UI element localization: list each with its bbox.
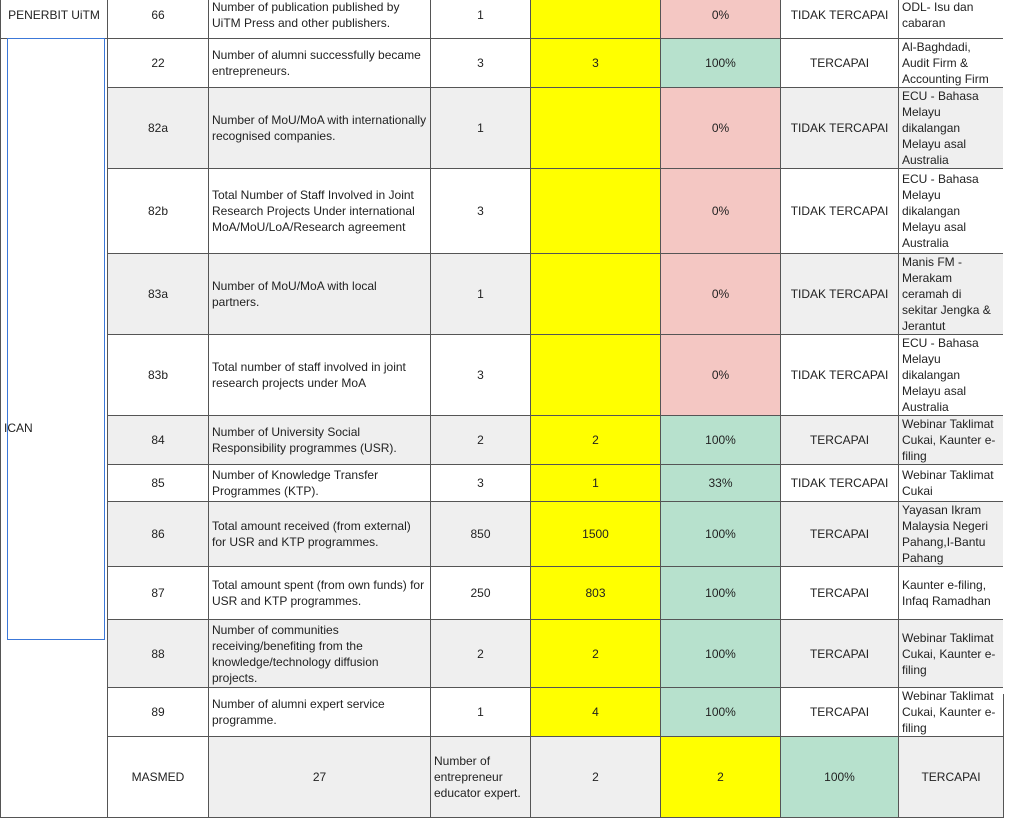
percent-cell[interactable]: 0% — [661, 169, 781, 254]
description-cell[interactable]: Number of alumni successfully became entrepreneurs. — [209, 39, 431, 88]
target-cell[interactable]: 2 — [531, 737, 661, 818]
unit-cell[interactable]: PENERBIT UiTM — [1, 0, 108, 39]
percent-cell[interactable]: 0% — [661, 0, 781, 39]
kpi-cell[interactable]: 87 — [108, 567, 209, 620]
description-cell[interactable]: Number of entrepreneur educator expert. — [431, 737, 531, 818]
status-cell[interactable]: TIDAK TERCAPAI — [781, 254, 899, 335]
table-row — [1, 465, 1004, 502]
target-cell[interactable]: 850 — [431, 502, 531, 567]
kpi-cell[interactable]: 83b — [108, 335, 209, 416]
target-cell[interactable]: 1 — [431, 0, 531, 39]
target-cell[interactable]: 3 — [431, 39, 531, 88]
note-cell[interactable]: Webinar Taklimat Cukai, Kaunter e-filing — [899, 416, 1004, 465]
target-cell[interactable]: 3 — [431, 169, 531, 254]
note-cell[interactable]: Webinar Taklimat Cukai — [899, 465, 1004, 502]
description-cell[interactable]: Number of communities receiving/benefiting from the knowledge/technology diffusion projects. — [209, 620, 431, 688]
table-row — [1, 254, 1004, 335]
note-cell[interactable]: Yayasan Ikram Malaysia Negeri Pahang,I-Bantu Pahang — [899, 502, 1004, 567]
achieved-cell[interactable]: 1500 — [531, 502, 661, 567]
target-cell[interactable]: 3 — [431, 465, 531, 502]
status-cell[interactable]: TERCAPAI — [781, 567, 899, 620]
note-cell[interactable]: Kaunter e-filing, Infaq Ramadhan — [899, 567, 1004, 620]
target-cell[interactable]: 1 — [431, 254, 531, 335]
table-row — [1, 39, 1004, 88]
kpi-cell[interactable]: 22 — [108, 39, 209, 88]
status-cell[interactable]: TIDAK TERCAPAI — [781, 335, 899, 416]
percent-cell[interactable]: 100% — [661, 567, 781, 620]
status-cell[interactable]: TERCAPAI — [781, 39, 899, 88]
achieved-cell[interactable]: 3 — [531, 39, 661, 88]
unit-cell-merged[interactable]: ICAN — [1, 39, 108, 818]
note-cell[interactable]: ECU - Bahasa Melayu dikalangan Melayu asal Australia — [899, 88, 1004, 169]
achieved-cell[interactable] — [531, 254, 661, 335]
table-row — [1, 88, 1004, 169]
kpi-cell[interactable]: 82a — [108, 88, 209, 169]
achieved-cell[interactable]: 803 — [531, 567, 661, 620]
target-cell[interactable]: 3 — [431, 335, 531, 416]
note-cell[interactable]: Al-Baghdadi, Audit Firm & Accounting Firm — [899, 39, 1004, 88]
achieved-cell[interactable] — [531, 335, 661, 416]
achieved-cell[interactable] — [531, 169, 661, 254]
table-row — [1, 502, 1004, 567]
note-cell[interactable]: ECU - Bahasa Melayu dikalangan Melayu asal Australia — [899, 169, 1004, 254]
table-row — [1, 416, 1004, 465]
achieved-cell[interactable]: 2 — [531, 416, 661, 465]
achieved-cell[interactable] — [531, 0, 661, 39]
description-cell[interactable]: Number of alumni expert service programme. — [209, 688, 431, 737]
achieved-cell[interactable]: 2 — [661, 737, 781, 818]
note-cell[interactable]: Manis FM - Merakam ceramah di sekitar Jengka & Jerantut — [899, 254, 1004, 335]
note-cell[interactable]: ECU - Bahasa Melayu dikalangan Melayu asal Australia — [899, 335, 1004, 416]
status-cell[interactable]: TERCAPAI — [899, 737, 1004, 818]
kpi-cell[interactable]: 86 — [108, 502, 209, 567]
description-cell[interactable]: Number of Knowledge Transfer Programmes (KTP). — [209, 465, 431, 502]
target-cell[interactable]: 2 — [431, 416, 531, 465]
target-cell[interactable]: 250 — [431, 567, 531, 620]
percent-cell[interactable]: 0% — [661, 88, 781, 169]
percent-cell[interactable]: 100% — [661, 502, 781, 567]
note-cell[interactable]: ODL- Isu dan cabaran — [899, 0, 1004, 39]
target-cell[interactable]: 1 — [431, 688, 531, 737]
grid-edge — [1003, 0, 1010, 694]
description-cell[interactable]: Number of University Social Responsibility programmes (USR). — [209, 416, 431, 465]
percent-cell[interactable]: 100% — [661, 416, 781, 465]
status-cell[interactable]: TERCAPAI — [781, 416, 899, 465]
table-row — [1, 335, 1004, 416]
unit-cell[interactable]: MASMED — [108, 737, 209, 818]
percent-cell[interactable]: 100% — [781, 737, 899, 818]
kpi-cell[interactable]: 84 — [108, 416, 209, 465]
percent-cell[interactable]: 33% — [661, 465, 781, 502]
table-row — [1, 620, 1004, 688]
status-cell[interactable]: TIDAK TERCAPAI — [781, 169, 899, 254]
kpi-cell[interactable]: 85 — [108, 465, 209, 502]
status-cell[interactable]: TERCAPAI — [781, 688, 899, 737]
status-cell[interactable]: TIDAK TERCAPAI — [781, 0, 899, 39]
achieved-cell[interactable]: 1 — [531, 465, 661, 502]
status-cell[interactable]: TERCAPAI — [781, 502, 899, 567]
status-cell[interactable]: TIDAK TERCAPAI — [781, 88, 899, 169]
description-cell[interactable]: Number of MoU/MoA with local partners. — [209, 254, 431, 335]
table-row — [1, 567, 1004, 620]
description-cell[interactable]: Total amount received (from external) for USR and KTP programmes. — [209, 502, 431, 567]
achieved-cell[interactable] — [531, 88, 661, 169]
description-cell[interactable]: Number of MoU/MoA with internationally recognised companies. — [209, 88, 431, 169]
percent-cell[interactable]: 100% — [661, 620, 781, 688]
description-cell[interactable]: Total Number of Staff Involved in Joint Research Projects Under international MoA/MoU/LoA/Research agreement — [209, 169, 431, 254]
table-row — [1, 0, 1004, 39]
target-cell[interactable]: 2 — [431, 620, 531, 688]
kpi-cell[interactable]: 89 — [108, 688, 209, 737]
note-cell[interactable]: Webinar Taklimat Cukai, Kaunter e-filing — [899, 620, 1004, 688]
description-cell[interactable]: Number of publication published by UiTM Press and other publishers. — [209, 0, 431, 39]
description-cell[interactable]: Total number of staff involved in joint research projects under MoA — [209, 335, 431, 416]
target-cell[interactable]: 1 — [431, 88, 531, 169]
kpi-cell[interactable]: 83a — [108, 254, 209, 335]
kpi-cell[interactable]: 88 — [108, 620, 209, 688]
percent-cell[interactable]: 100% — [661, 39, 781, 88]
kpi-cell[interactable]: 66 — [108, 0, 209, 39]
achieved-cell[interactable]: 2 — [531, 620, 661, 688]
status-cell[interactable]: TIDAK TERCAPAI — [781, 465, 899, 502]
status-cell[interactable]: TERCAPAI — [781, 620, 899, 688]
description-cell[interactable]: Total amount spent (from own funds) for USR and KTP programmes. — [209, 567, 431, 620]
kpi-cell[interactable]: 82b — [108, 169, 209, 254]
kpi-cell[interactable]: 27 — [209, 737, 431, 818]
table-row — [1, 688, 1004, 737]
percent-cell[interactable]: 0% — [661, 335, 781, 416]
table-row — [1, 169, 1004, 254]
table-row — [1, 737, 1004, 818]
note-cell[interactable]: Webinar Taklimat Cukai, Kaunter e-filing — [899, 688, 1004, 737]
percent-cell[interactable]: 100% — [661, 688, 781, 737]
percent-cell[interactable]: 0% — [661, 254, 781, 335]
achieved-cell[interactable]: 4 — [531, 688, 661, 737]
